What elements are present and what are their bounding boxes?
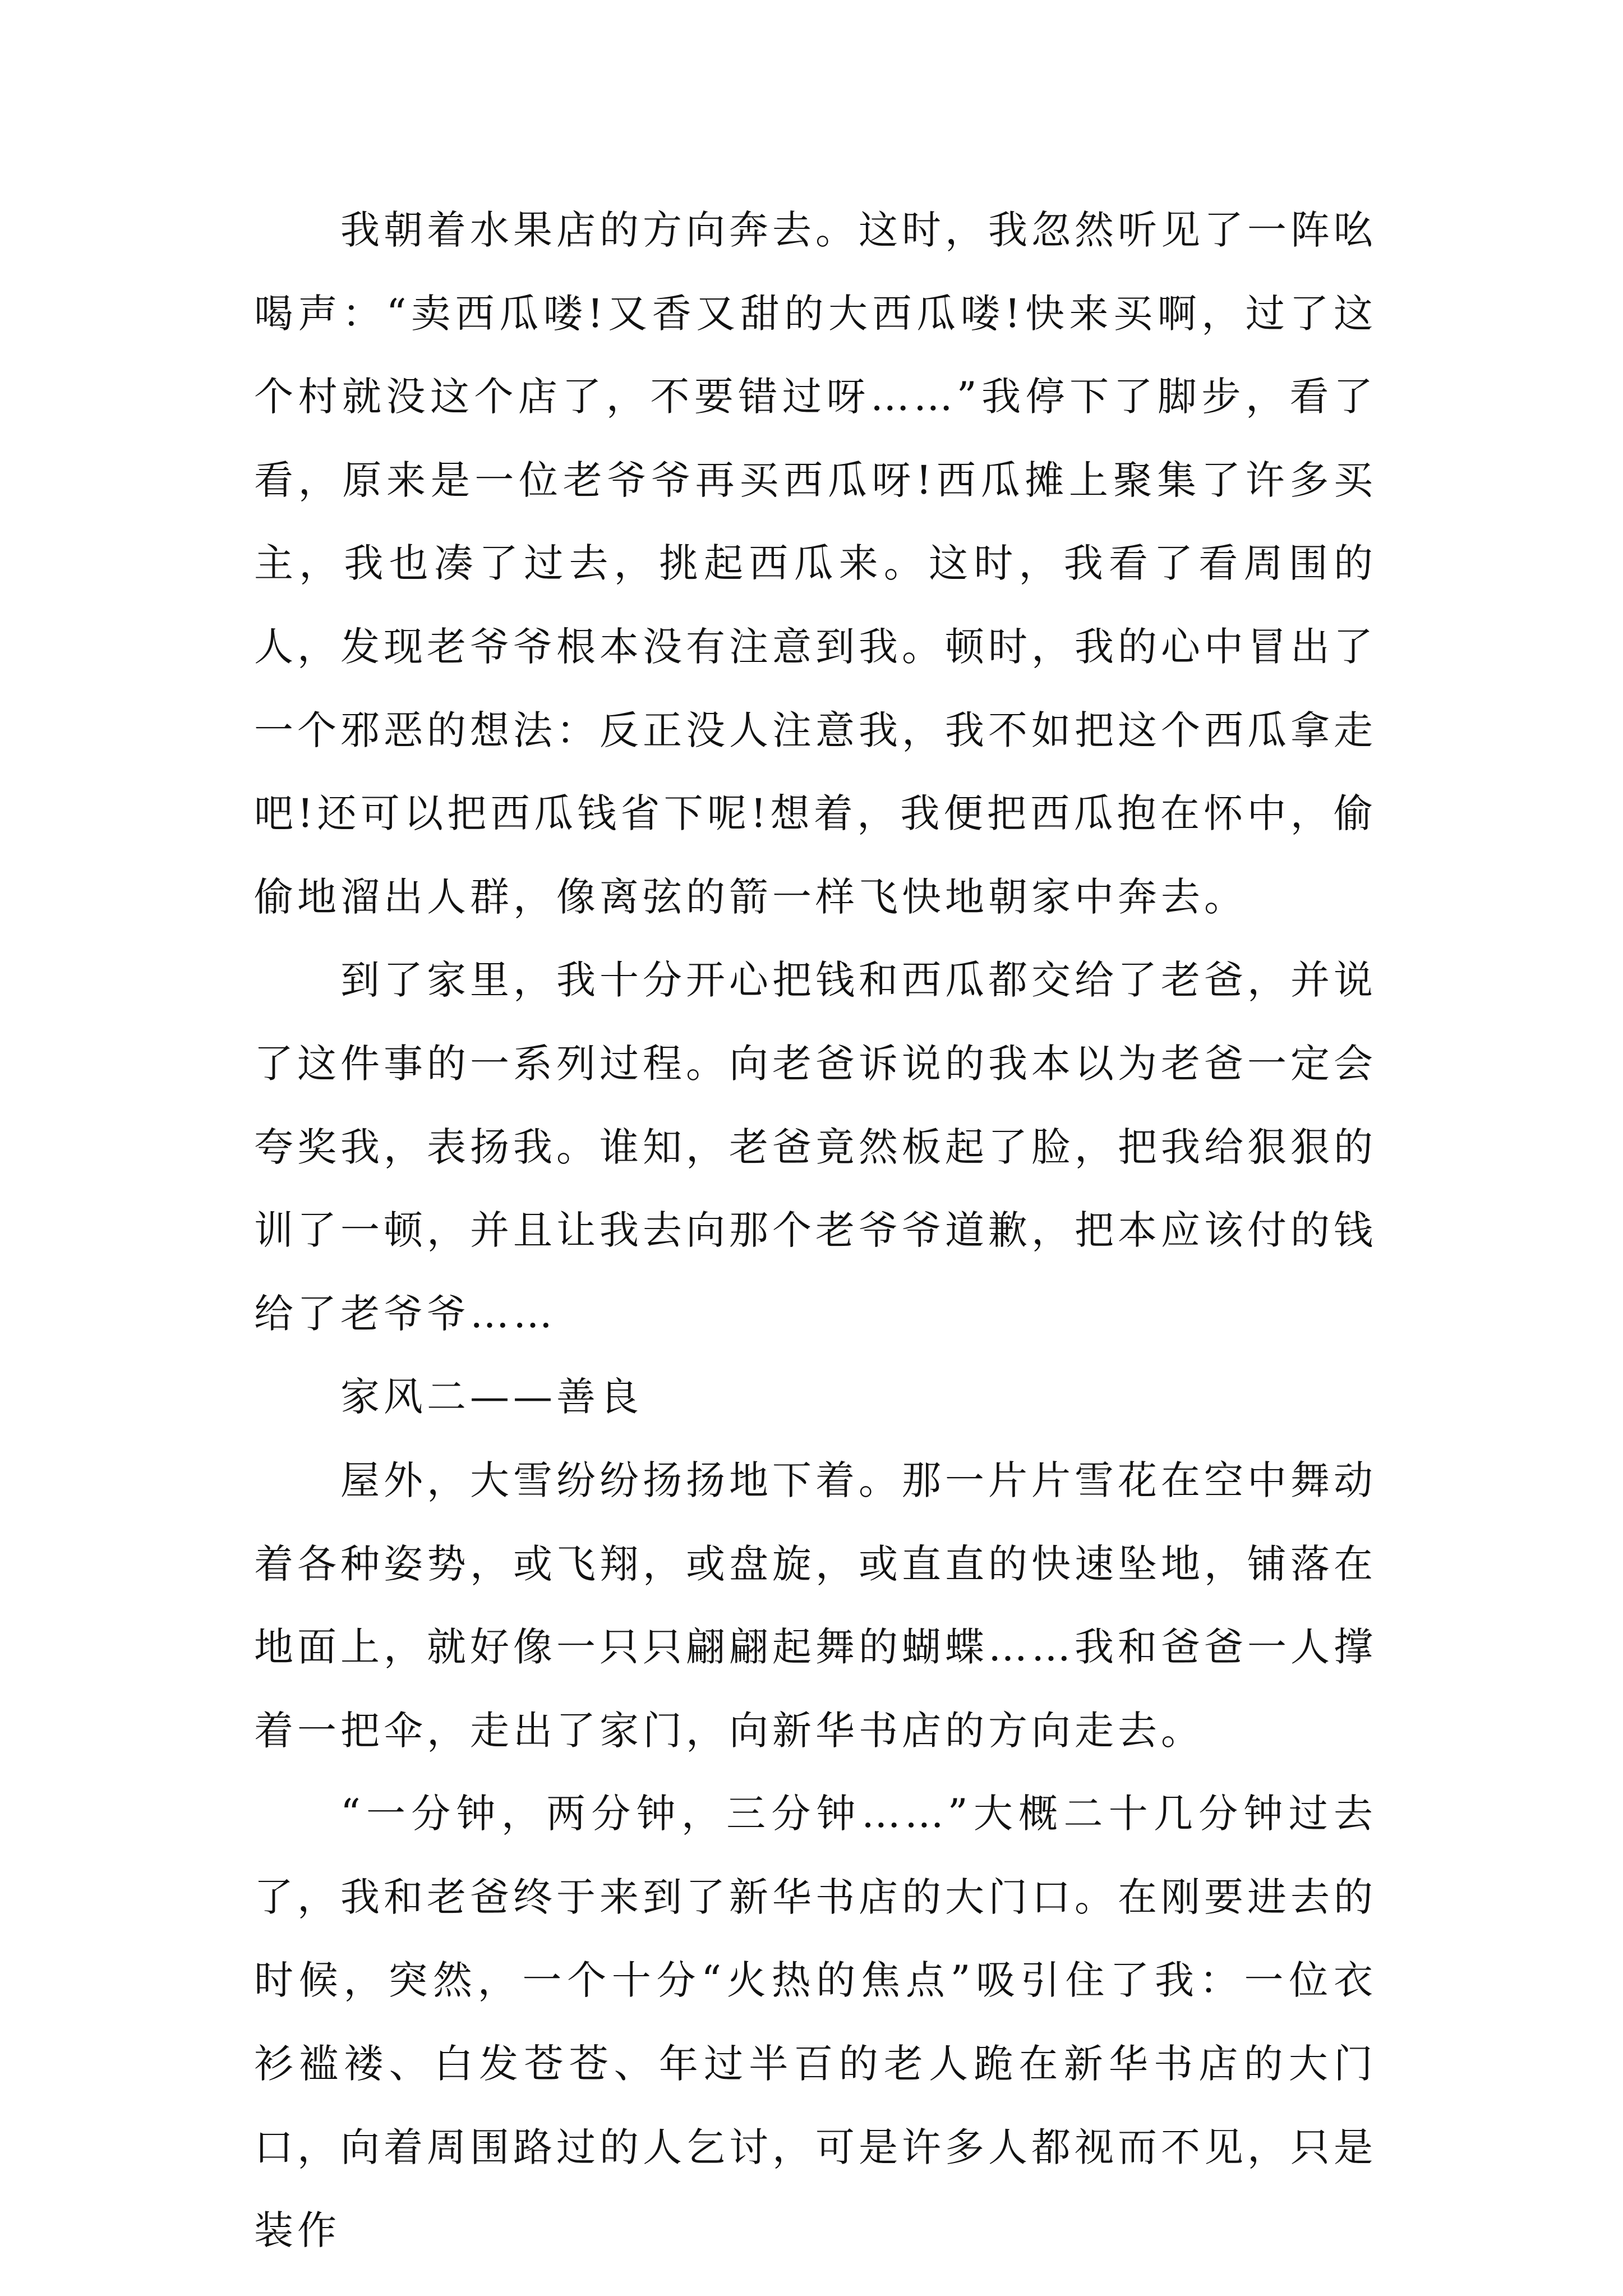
paragraph-watermelon-story: 我朝着水果店的方向奔去。这时，我忽然听见了一阵吆喝声：“卖西瓜喽!又香又甜的大西瓜喽!快来买啊，过了这个村就没这个店了，不要错过呀……”我停下了脚步，看了看，原来是一位老爷爷再买西瓜呀!西瓜摊上聚集了许多买主，我也凑了过去，挑起西瓜来。这时，我看了看周围的人，发现老爷爷根本没有注意到我。顿时，我的心中冒出了一个邪恶的想法：反正没人注意我，我不如把这个西瓜拿走吧!还可以把西瓜钱省下呢!想着，我便把西瓜抱在怀中，偷偷地溜出人群，像离弦的箭一样飞快地朝家中奔去。 (254, 207, 1377, 920)
document-body (254, 188, 1377, 2272)
paragraph-father-lesson: 到了家里，我十分开心把钱和西瓜都交给了老爸，并说了这件事的一系列过程。向老爸诉说的我本以为老爸一定会夸奖我，表扬我。谁知，老爸竟然板起了脸，把我给狠狠的训了一顿，并且让我去向那个老爷爷道歉，把本应该付的钱给了老爷爷…… (254, 957, 1377, 1337)
section-heading-kindness: 家风二——善良 (340, 1374, 643, 1420)
paragraph-snow-scene: 屋外，大雪纷纷扬扬地下着。那一片片雪花在空中舞动着各种姿势，或飞翔，或盘旋，或直直的快速坠地，铺落在地面上，就好像一只只翩翩起舞的蝴蝶……我和爸爸一人撑着一把伞，走出了家门，向新华书店的方向走去。 (254, 1457, 1377, 1754)
paragraph-bookstore-beggar: “一分钟，两分钟，三分钟……”大概二十几分钟过去了，我和老爸终于来到了新华书店的大门口。在刚要进去的时候，突然，一个十分“火热的焦点”吸引住了我：一位衣衫褴褛、白发苍苍、年过半百的老人跪在新华书店的大门口，向着周围路过的人乞讨，可是许多人都视而不见，只是装作 (254, 1791, 1377, 2254)
